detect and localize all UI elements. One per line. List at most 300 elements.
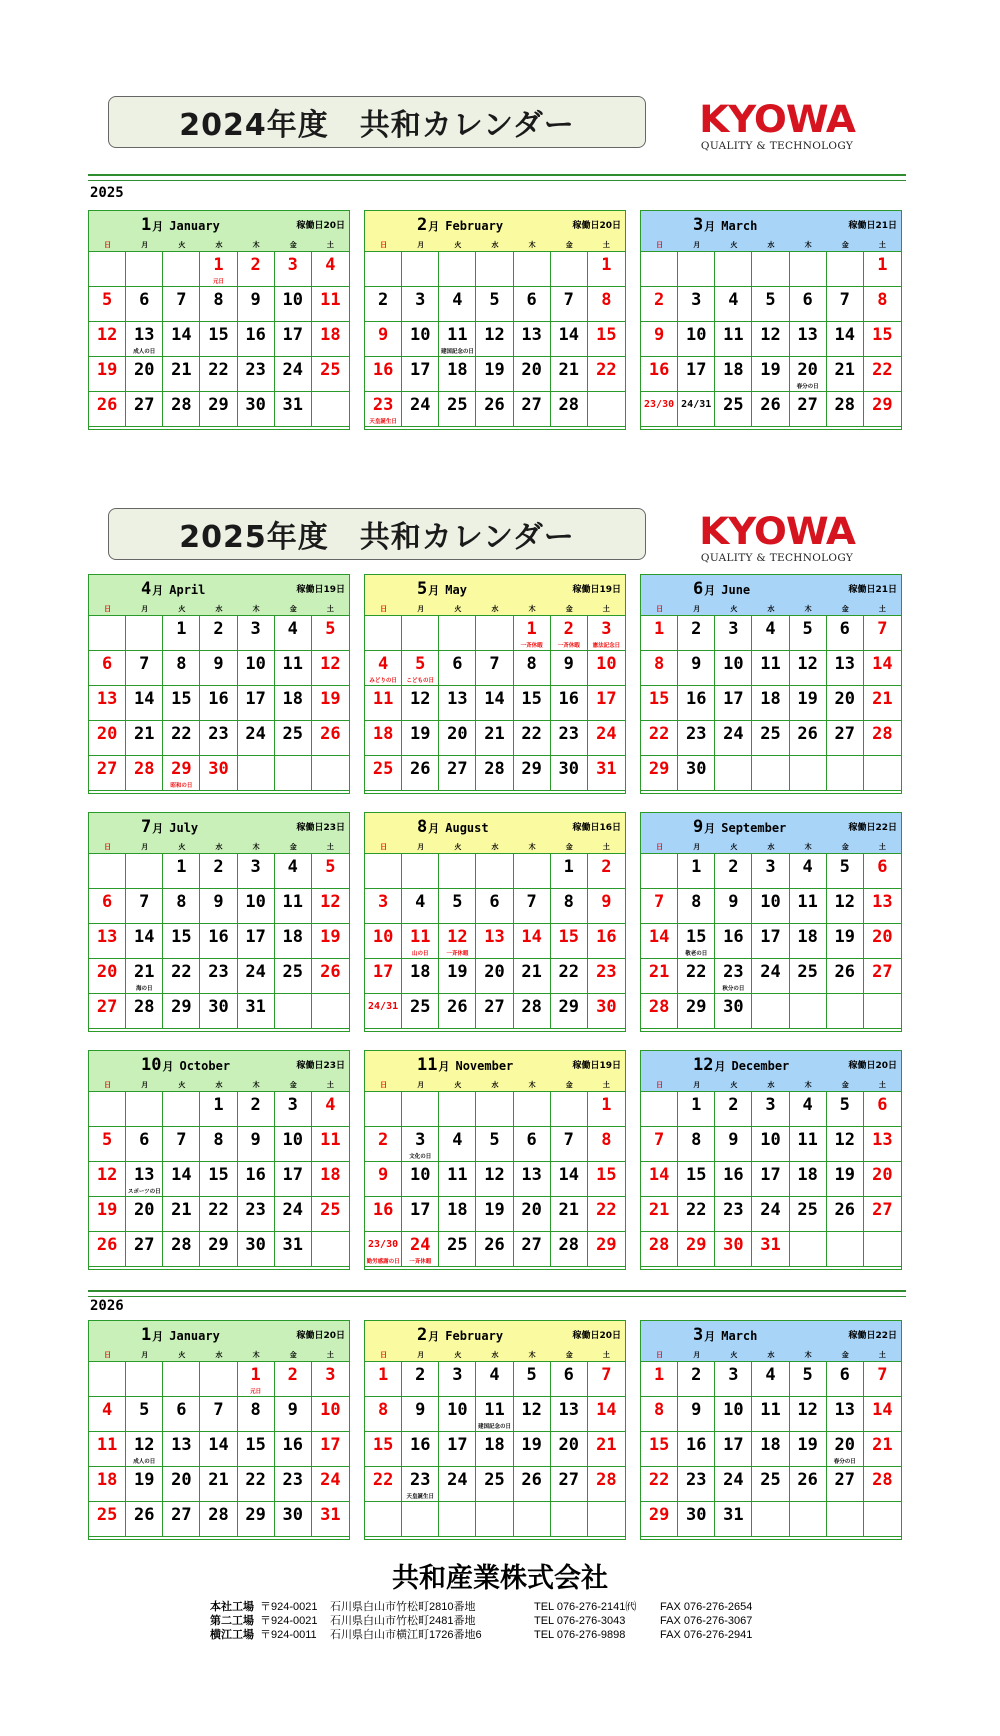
day-number: 29 [872, 395, 893, 415]
weekday-label: 木 [528, 1351, 536, 1359]
day-number: 13 [558, 1400, 580, 1420]
day-number: 9 [287, 1400, 298, 1420]
day-cell [312, 1162, 349, 1197]
day-number: 17 [760, 1165, 781, 1185]
day-cell [89, 616, 126, 651]
day-cell [476, 287, 513, 322]
day-cell [312, 1397, 349, 1432]
day-cell [678, 959, 715, 994]
weekday-header [641, 239, 901, 251]
day-number: 5 [802, 1365, 813, 1385]
day-number: 25 [96, 1505, 118, 1525]
day-number: 23 [409, 1470, 431, 1490]
day-cell [439, 1127, 476, 1162]
weekday-label: 金 [289, 843, 297, 851]
day-cell [275, 994, 312, 1029]
weekday-header [365, 603, 625, 615]
day-cell [312, 924, 349, 959]
day-cell [402, 1397, 439, 1432]
day-number: 4 [765, 1365, 776, 1385]
day-cell [678, 287, 715, 322]
day-cell [678, 1162, 715, 1197]
day-cell [402, 721, 439, 756]
day-cell [752, 1197, 789, 1232]
day-number: 7 [526, 892, 537, 912]
day-cell [312, 1362, 349, 1397]
day-cell [126, 686, 163, 721]
day-number: 31 [320, 1505, 341, 1525]
day-cell [588, 959, 625, 994]
day-number: 12 [484, 1165, 505, 1185]
day-number: 13 [834, 654, 856, 674]
day-number: 13 [96, 927, 118, 947]
day-cell [365, 1197, 402, 1232]
day-cell [641, 322, 678, 357]
day-cell [752, 889, 789, 924]
day-cell [200, 392, 237, 427]
day-number: 17 [596, 689, 617, 709]
day-cell [514, 322, 551, 357]
month-header [89, 575, 349, 603]
day-number: 13 [484, 927, 505, 947]
day-cell [238, 616, 275, 651]
day-cell [200, 252, 237, 287]
day-cell [588, 1502, 625, 1537]
day-cell [439, 1197, 476, 1232]
day-number: 25 [447, 1235, 468, 1255]
day-cell [312, 889, 349, 924]
day-cell [551, 1362, 588, 1397]
day-number: 3 [287, 1095, 298, 1115]
day-cell [551, 1127, 588, 1162]
weekday-label: 土 [878, 1351, 886, 1359]
day-cell [402, 686, 439, 721]
day-cell [365, 721, 402, 756]
day-number: 18 [282, 689, 304, 709]
holiday-note: 山の日 [411, 951, 429, 957]
weekday-label: 火 [730, 843, 738, 851]
weekday-label: 水 [491, 241, 499, 249]
day-number: 24 [409, 1235, 431, 1255]
day-cell [439, 1092, 476, 1127]
day-cell [476, 1232, 513, 1267]
day-cell [238, 651, 275, 686]
month-number: 6 [693, 579, 704, 599]
day-cell [827, 1197, 864, 1232]
day-number: 15 [596, 1165, 617, 1185]
month-header [641, 211, 901, 239]
day-cell [402, 854, 439, 889]
day-number: 15 [372, 1435, 394, 1455]
day-cell [89, 1197, 126, 1232]
day-cell [551, 322, 588, 357]
day-cell [678, 392, 715, 427]
day-cell [551, 959, 588, 994]
day-cell [365, 1232, 402, 1267]
day-cell [275, 924, 312, 959]
day-number: 30 [245, 1235, 266, 1255]
day-number: 27 [834, 724, 856, 744]
day-number: 28 [872, 1470, 893, 1490]
day-number: 10 [245, 892, 266, 912]
day-cell [790, 924, 827, 959]
holiday-note: 元日 [212, 279, 224, 285]
day-number: 24 [282, 1200, 304, 1220]
day-number: 28 [133, 759, 155, 779]
day-number: 21 [596, 1435, 617, 1455]
month-english: July [169, 821, 199, 835]
day-cell [439, 252, 476, 287]
day-number: 23 [245, 1200, 266, 1220]
weekday-label: 土 [602, 843, 610, 851]
day-number: 19 [96, 1200, 118, 1220]
day-number: 12 [797, 654, 818, 674]
month-header [89, 211, 349, 239]
day-number: 28 [484, 759, 505, 779]
day-number: 10 [282, 290, 304, 310]
day-number: 30 [282, 1505, 304, 1525]
day-number: 27 [133, 395, 155, 415]
day-number: 2 [691, 619, 702, 639]
holiday-note: 一斉休暇 [446, 951, 469, 957]
month-english: January [169, 219, 220, 233]
day-cell [514, 1397, 551, 1432]
day-number: 26 [96, 395, 118, 415]
month-calendar [640, 812, 902, 1032]
day-cell [551, 1197, 588, 1232]
month-number: 3 [693, 1325, 704, 1345]
weekday-label: 土 [326, 843, 334, 851]
day-number: 16 [372, 360, 394, 380]
day-cell [790, 889, 827, 924]
day-number: 24 [723, 1470, 744, 1490]
day-number: 7 [653, 1130, 665, 1150]
day-cell [365, 1502, 402, 1537]
day-number: 18 [320, 325, 341, 345]
day-cell [827, 1432, 864, 1467]
day-number: 6 [526, 290, 537, 310]
day-cell [312, 854, 349, 889]
day-number: 20 [96, 962, 118, 982]
day-number: 17 [685, 360, 707, 380]
day-cell [752, 721, 789, 756]
day-cell [864, 1162, 901, 1197]
weekday-label: 土 [878, 605, 886, 613]
day-number: 9 [377, 1165, 389, 1185]
day-cell [678, 721, 715, 756]
weekday-label: 月 [417, 241, 425, 249]
day-number: 15 [171, 927, 192, 947]
day-cell [588, 322, 625, 357]
day-number: 2 [563, 619, 574, 639]
day-cell [163, 252, 200, 287]
day-cell [551, 1502, 588, 1537]
day-cell [827, 1127, 864, 1162]
day-number: 2 [250, 255, 261, 275]
weekday-label: 金 [565, 1351, 573, 1359]
day-number: 10 [372, 927, 394, 947]
logo-tagline: QUALITY & TECHNOLOGY [700, 552, 854, 564]
day-number: 30 [685, 1505, 707, 1525]
day-cell [163, 651, 200, 686]
day-number: 4 [802, 1095, 813, 1115]
weekday-label: 月 [141, 605, 149, 613]
day-cell [588, 854, 625, 889]
day-number: 9 [563, 654, 574, 674]
day-number: 22 [171, 962, 192, 982]
day-cell [476, 651, 513, 686]
day-cell [439, 357, 476, 392]
day-number: 21 [133, 962, 155, 982]
day-cell [402, 252, 439, 287]
day-number: 6 [877, 1095, 888, 1115]
month-name: 9月 September [693, 817, 787, 837]
day-number: 24/31 [681, 399, 712, 410]
day-number: 28 [648, 1235, 670, 1255]
day-number: 10 [760, 1130, 781, 1150]
day-cell [514, 959, 551, 994]
day-cell [200, 357, 237, 392]
day-cell [163, 392, 200, 427]
day-cell [238, 1432, 275, 1467]
day-number: 24/31 [368, 1001, 399, 1012]
day-number: 15 [872, 325, 893, 345]
day-cell [864, 1432, 901, 1467]
weekday-label: 水 [767, 843, 775, 851]
day-number: 13 [96, 689, 118, 709]
day-cell [827, 392, 864, 427]
day-number: 16 [596, 927, 617, 947]
working-days: 稼働日20日 [572, 1331, 621, 1341]
day-number: 9 [601, 892, 612, 912]
weekday-label: 火 [730, 605, 738, 613]
day-cell [163, 1232, 200, 1267]
day-cell [200, 616, 237, 651]
day-cell [402, 1162, 439, 1197]
day-cell [678, 1197, 715, 1232]
day-number: 16 [685, 1435, 707, 1455]
day-number: 26 [409, 759, 431, 779]
day-cell [275, 1232, 312, 1267]
day-cell [514, 1197, 551, 1232]
day-number: 19 [320, 927, 341, 947]
day-number: 24 [760, 1200, 781, 1220]
month-calendar [364, 1320, 626, 1540]
weekday-label: 日 [104, 241, 112, 249]
day-number: 1 [691, 1095, 702, 1115]
holiday-note: 文化の日 [409, 1154, 432, 1160]
day-number: 9 [377, 325, 389, 345]
working-days: 稼働日16日 [572, 823, 621, 833]
day-number: 16 [208, 927, 229, 947]
weekday-label: 日 [104, 1351, 112, 1359]
day-cell [163, 616, 200, 651]
day-cell [439, 994, 476, 1029]
day-number: 25 [282, 962, 304, 982]
day-cell [275, 1197, 312, 1232]
day-number: 4 [802, 857, 813, 877]
day-cell [790, 1467, 827, 1502]
day-number: 3 [728, 1365, 739, 1385]
weekday-label: 水 [491, 843, 499, 851]
day-number: 23/30 [368, 1239, 399, 1250]
weekday-label: 土 [602, 1351, 610, 1359]
day-cell [715, 924, 752, 959]
day-cell [715, 959, 752, 994]
holiday-note: 勤労感謝の日 [366, 1259, 400, 1265]
weekday-label: 日 [380, 241, 388, 249]
day-cell [163, 322, 200, 357]
day-cell [312, 651, 349, 686]
day-number: 22 [245, 1470, 266, 1490]
day-number: 13 [447, 689, 468, 709]
day-number: 30 [723, 997, 744, 1017]
month-header [89, 1051, 349, 1079]
day-number: 25 [484, 1470, 505, 1490]
day-number: 14 [648, 927, 670, 947]
day-cell [790, 994, 827, 1029]
year-label-2026: 2026 [90, 1298, 124, 1314]
day-cell [864, 1362, 901, 1397]
day-number: 15 [208, 325, 229, 345]
month-calendar [364, 574, 626, 794]
weekday-label: 金 [841, 1351, 849, 1359]
day-cell [641, 1197, 678, 1232]
day-number: 10 [723, 654, 744, 674]
day-cell [588, 616, 625, 651]
weekday-label: 金 [289, 241, 297, 249]
day-number: 11 [372, 689, 394, 709]
weekday-label: 木 [804, 843, 812, 851]
day-cell [89, 1397, 126, 1432]
day-cell [238, 686, 275, 721]
day-cell [752, 1432, 789, 1467]
day-cell [89, 889, 126, 924]
day-cell [238, 252, 275, 287]
month-header [641, 1321, 901, 1349]
day-cell [89, 1467, 126, 1502]
day-number: 11 [320, 290, 341, 310]
day-cell [312, 1232, 349, 1267]
day-cell [476, 1197, 513, 1232]
day-cell [514, 1127, 551, 1162]
day-cell [864, 1127, 901, 1162]
address-row: 第二工場 〒924-0021 石川県白山市竹松町2481番地 TEL 076-276-3043 FAX 076-276-3067 [210, 1615, 753, 1627]
day-cell [126, 889, 163, 924]
day-cell [476, 1092, 513, 1127]
day-cell [312, 252, 349, 287]
day-number: 24 [245, 962, 266, 982]
day-cell [588, 287, 625, 322]
day-number: 22 [685, 962, 707, 982]
day-cell [790, 252, 827, 287]
day-cell [200, 1092, 237, 1127]
day-cell [275, 616, 312, 651]
day-cell [476, 924, 513, 959]
day-cell [476, 1362, 513, 1397]
day-cell [312, 721, 349, 756]
month-name: 3月 March [693, 1325, 758, 1345]
day-cell [641, 392, 678, 427]
weekday-header [89, 841, 349, 853]
day-number: 9 [691, 654, 702, 674]
working-days: 稼働日22日 [848, 1331, 897, 1341]
day-number: 3 [691, 290, 702, 310]
weekday-label: 日 [104, 1081, 112, 1089]
holiday-note: 憲法記念日 [592, 643, 621, 649]
holiday-note: みどりの日 [369, 678, 397, 684]
month-english: February [445, 219, 504, 233]
day-number: 6 [489, 892, 500, 912]
day-cell [312, 1127, 349, 1162]
day-number: 23 [208, 724, 229, 744]
day-number: 11 [797, 1130, 818, 1150]
day-number: 29 [208, 395, 229, 415]
day-cell [365, 322, 402, 357]
day-number: 1 [176, 619, 187, 639]
day-number: 22 [596, 1200, 617, 1220]
day-number: 19 [834, 1165, 856, 1185]
day-cell [402, 651, 439, 686]
day-number: 11 [409, 927, 431, 947]
day-cell [126, 1162, 163, 1197]
day-number: 28 [872, 724, 893, 744]
day-cell [551, 287, 588, 322]
day-cell [864, 924, 901, 959]
month-calendar [640, 1320, 902, 1540]
day-number: 30 [208, 759, 229, 779]
day-number: 29 [685, 997, 707, 1017]
day-number: 29 [648, 759, 670, 779]
day-cell [715, 1232, 752, 1267]
day-number: 2 [728, 857, 739, 877]
day-cell [126, 1502, 163, 1537]
day-cell [752, 994, 789, 1029]
day-cell [678, 1467, 715, 1502]
weekday-label: 月 [417, 605, 425, 613]
working-days: 稼働日21日 [848, 221, 897, 231]
day-cell [200, 1467, 237, 1502]
day-number: 7 [176, 290, 187, 310]
day-number: 7 [563, 1130, 574, 1150]
weekday-header [365, 841, 625, 853]
day-cell [126, 756, 163, 791]
day-cell [641, 959, 678, 994]
day-cell [126, 1397, 163, 1432]
day-cell [864, 1467, 901, 1502]
day-cell [238, 1362, 275, 1397]
day-cell [275, 1432, 312, 1467]
day-number: 21 [484, 724, 505, 744]
working-days: 稼働日19日 [572, 1061, 621, 1071]
day-cell [163, 1127, 200, 1162]
day-cell [641, 1232, 678, 1267]
day-number: 7 [139, 892, 150, 912]
day-grid [641, 853, 901, 1029]
day-cell [476, 392, 513, 427]
month-number: 11 [417, 1055, 438, 1075]
day-cell [312, 686, 349, 721]
day-number: 21 [558, 360, 580, 380]
day-cell [89, 686, 126, 721]
day-number: 21 [872, 1435, 893, 1455]
day-number: 6 [802, 290, 813, 310]
day-cell [402, 994, 439, 1029]
day-number: 26 [834, 1200, 856, 1220]
day-number: 24 [596, 724, 617, 744]
day-cell [238, 1232, 275, 1267]
day-cell [312, 994, 349, 1029]
